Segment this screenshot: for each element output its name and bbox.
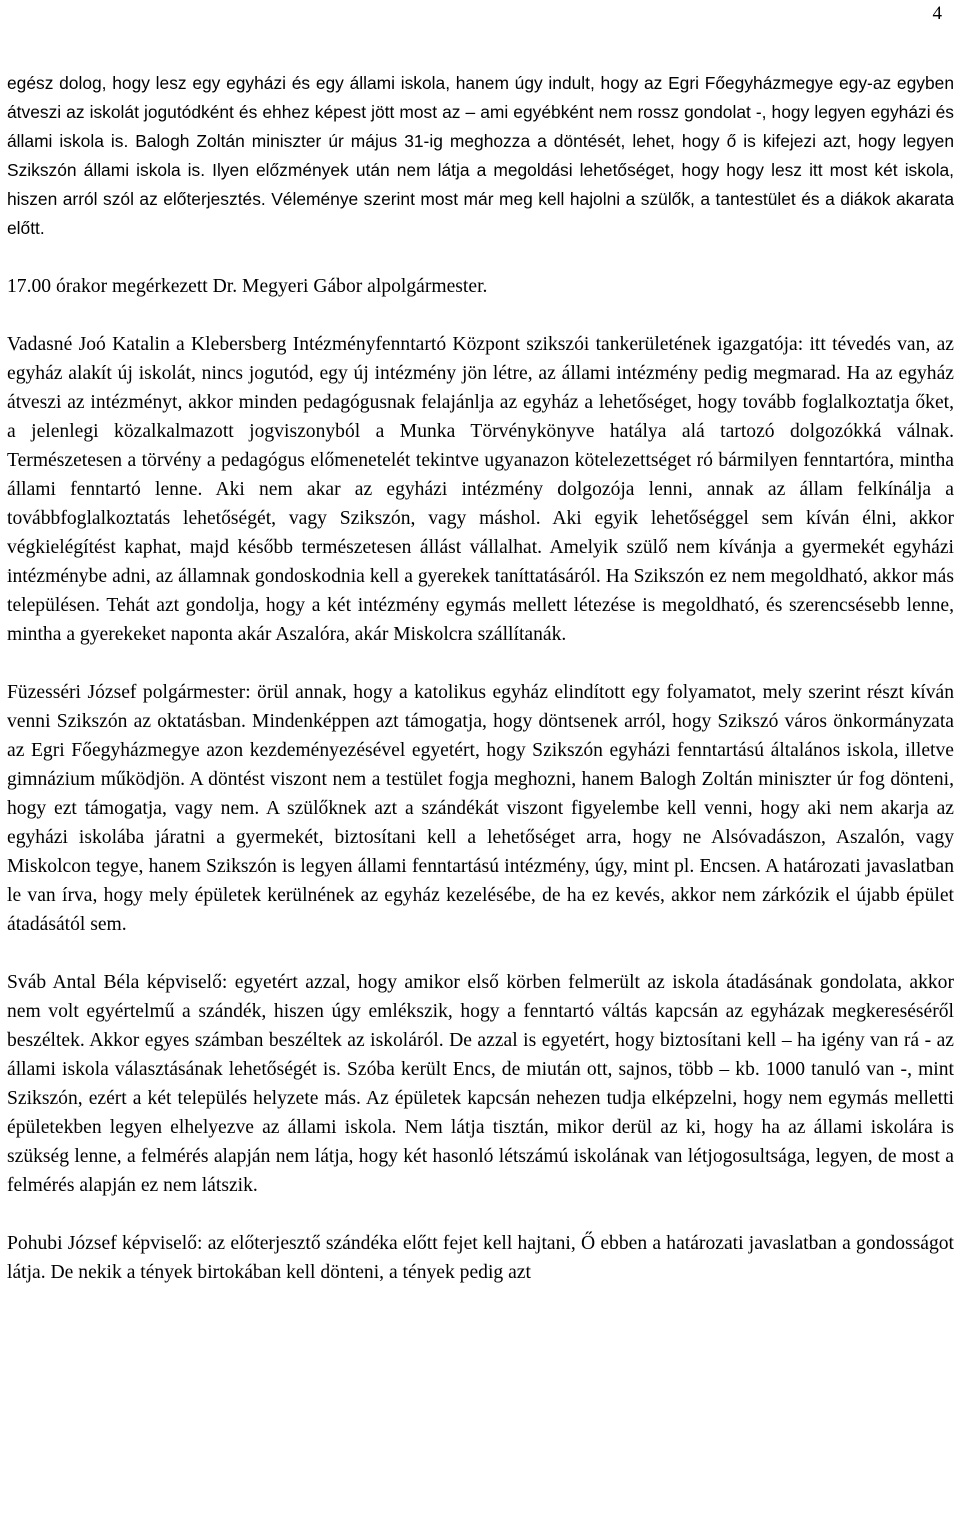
paragraph-vadasne: Vadasné Joó Katalin a Klebersberg Intézményfenntartó Központ szikszói tankerületének igazgatója: itt tévedés van, az egyház alakít új iskolát, nincs jogutód, egy új intézmény jön létre, az állami intézmény pedig megmarad. Ha az egyház átveszi az intézményt, akkor minden pedagógusnak felajánlja az egyház a lehetőséget, hogy tovább foglalkoztatja őket, a jelenlegi közalkalmazott jogviszonyból a Munka Törvénykönyve hatálya alá tartozó dolgozókká válnak. Természetesen a törvény a pedagógus előmenetelét tekintve ugyanazon kötelezettséget ró bármilyen fenntartóra, mintha állami fenntartó lenne. Aki nem akar az egyházi intézmény dolgozója lenni, annak az állam felkínálja a továbbfoglalkoztatás lehetőségét, vagy Szikszón, vagy máshol. Aki egyik lehetőséggel sem kíván élni, akkor végkielégítést kaphat, majd később természetesen állást vállalhat. Amelyik szülő nem kívánja a gyermekét egyházi intézménybe adni, az államnak gondoskodnia kell a gyerekek taníttatásáról. Ha Szikszón ez nem megoldható, akkor más településen. Tehát azt gondolja, hogy a két intézmény egymás mellett létezése is megoldható, és szerencsésebb lenne, mintha a gyerekeket naponta akár Aszalóra, akár Miskolcra szállítanák. bbox=[7, 334, 954, 645]
paragraph-continuation: egész dolog, hogy lesz egy egyházi és egy állami iskola, hanem úgy indult, hogy az Egri Főegyházmegye egy-az egyben átveszi az iskolát jogutódként és ehhez képest jött most az – ami egyébként nem rossz gondolat -, hogy legyen egyházi és állami iskola is. Balogh Zoltán miniszter úr május 31-ig meghozza a döntését, lehet, hogy ő is kifejezi azt, hogy legyen Szikszón állami iskola is. Ilyen előzmények után nem látja a megoldási lehetőséget, hogy hogy lesz itt most két iskola, hiszen arról szól az előterjesztés. Véleménye szerint most már meg kell hajolni a szülők, a tantestület és a diákok akarata előtt. bbox=[7, 73, 954, 238]
paragraph-svab: Sváb Antal Béla képviselő: egyetért azzal, hogy amikor első körben felmerült az iskola átadásának gondolata, akkor nem volt egyértelmű a szándék, hiszen úgy emlékszik, hogy a fenntartó váltás kapcsán az egyházak megkereséséről beszéltek. Akkor egyes számban beszéltek az iskoláról. De azzal is egyetért, hogy biztosítani kell – ha igény van rá - az állami iskola választásának lehetőségét is. Szóba került Encs, de miután ott, sajnos, több – kb. 1000 tanuló van -, mint Szikszón, ezért a két település helyzete más. Az épületek kapcsán nehezen tudja elképzelni, hogy nem egymás melletti épületekben legyen elhelyezve az állami iskola. Nem látja tisztán, mikor derül az ki, hogy ha az állami iskolára is szükség lenne, a felmérés alapján nem látja, hogy két hasonló létszámú iskolának van létjogosultsága, legyen, de most a felmérés alapján ez nem látszik. bbox=[7, 972, 954, 1196]
paragraph-arrival-note: 17.00 órakor megérkezett Dr. Megyeri Gábor alpolgármester. bbox=[7, 276, 488, 297]
page-number: 4 bbox=[932, 3, 942, 24]
document-body bbox=[7, 69, 954, 1316]
paragraph-fuzesseri: Füzesséri József polgármester: örül annak, hogy a katolikus egyház elindított egy folyamatot, mely szerint részt kíván venni Szikszón az oktatásban. Mindenképpen azt támogatja, hogy döntsenek arról, hogy Szikszó város önkormányzata az Egri Főegyházmegye azon kezdeményezésével egyetért, hogy Szikszón egyházi fenntartású általános iskola, illetve gimnázium működjön. A döntést viszont nem a testület fogja meghozni, hanem Balogh Zoltán miniszter úr fog dönteni, hogy ezt támogatja, vagy nem. A szülőknek azt a szándékát viszont figyelembe kell venni, hogy aki nem akarja az egyházi iskolába járatni a gyermekét, biztosítani kell a lehetőséget arra, hogy ne Alsóvadászon, Aszalón, vagy Miskolcon tegye, hanem Szikszón is legyen állami fenntartású intézmény, úgy, mint pl. Encsen. A határozati javaslatban le van írva, hogy mely épületek kerülnének az egyház kezelésébe, de ha ez kevés, akkor nem zárkózik el újabb épület átadásától sem. bbox=[7, 682, 954, 935]
paragraph-pohubi: Pohubi József képviselő: az előterjesztő szándéka előtt fejet kell hajtani, Ő ebben a határozati javaslatban a gondosságot látja. De nekik a tények birtokában kell dönteni, a tények pedig azt bbox=[7, 1233, 954, 1283]
